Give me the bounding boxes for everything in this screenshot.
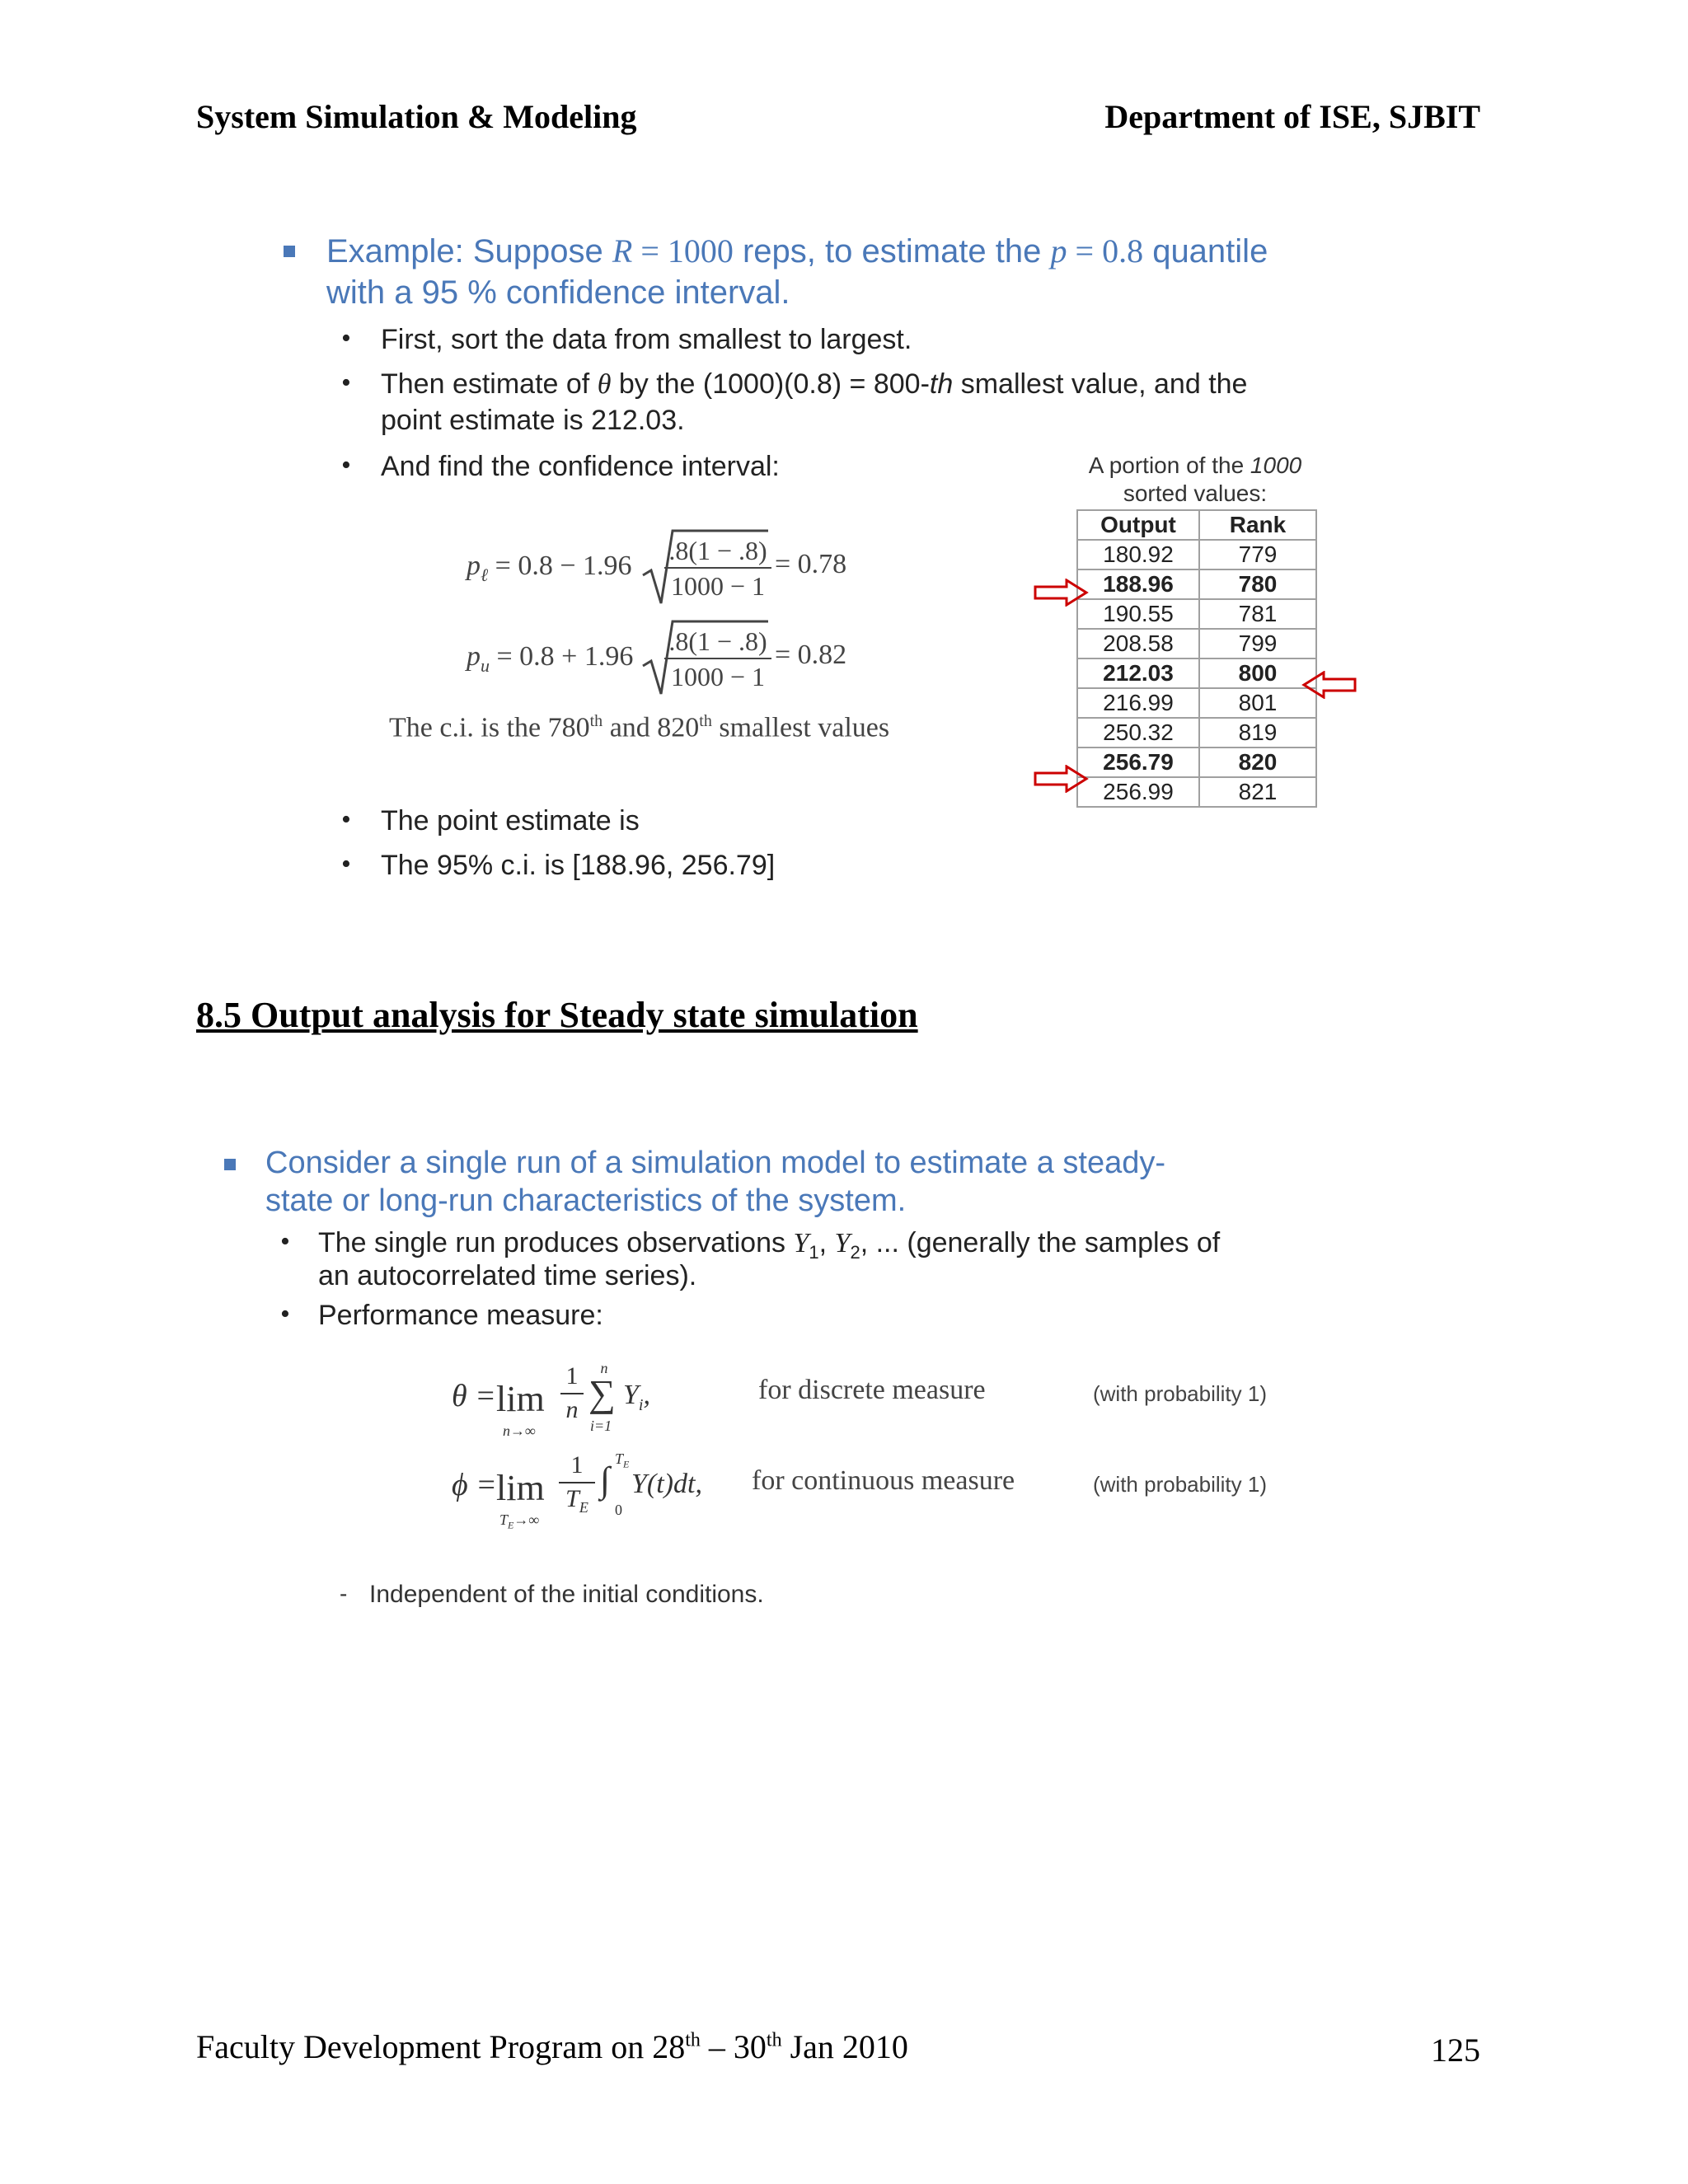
formula-p-lower-fraction: .8(1 − .8) 1000 − 1	[664, 534, 771, 603]
theta-probability: (with probability 1)	[1093, 1381, 1267, 1406]
steady-title-line2: state or long-run characteristics of the system.	[265, 1183, 907, 1218]
table-row: 180.92 779	[1077, 540, 1316, 569]
example-bullet-2: Then estimate of θ by the (1000)(0.8) = 800-th smallest value, and the	[381, 368, 1248, 400]
formula-p-upper-fraction: .8(1 − .8) 1000 − 1	[664, 625, 771, 694]
independent-note: Independent of the initial conditions.	[369, 1581, 764, 1608]
example-title-line2: with a 95 % confidence interval.	[326, 274, 790, 311]
table-header-row	[1077, 510, 1316, 540]
table-row: 208.58 799	[1077, 629, 1316, 658]
theta-description: for discrete measure	[758, 1375, 986, 1405]
section-title: 8.5 Output analysis for Steady state simulation	[196, 995, 918, 1035]
table-row: 256.79 820	[1077, 748, 1316, 777]
phi-description: for continuous measure	[752, 1465, 1015, 1496]
header-left: System Simulation & Modeling	[196, 98, 637, 135]
example-bullet-4: The point estimate is	[381, 805, 640, 837]
table-row: 216.99 801	[1077, 688, 1316, 718]
table-caption: A portion of the 1000 sorted values:	[1088, 452, 1302, 506]
formula-p-lower-result: = 0.78	[775, 549, 847, 579]
example-bullet-5: The 95% c.i. is [188.96, 256.79]	[381, 850, 776, 881]
sorted-values-table	[1076, 509, 1317, 808]
steady-bullet-2: Performance measure:	[318, 1300, 603, 1331]
square-bullet-icon	[284, 246, 295, 257]
bullet-dot-icon: •	[280, 1299, 290, 1329]
formula-p-lower: $p_\ell = 0.8 - 1.96$	[467, 551, 632, 585]
example-bullet-1: First, sort the data from smallest to largest.	[381, 324, 912, 355]
steady-bullet-1: The single run produces observations $Y_1$, $Y_2$, ... (generally the samples of	[318, 1227, 1221, 1263]
example-bullet-2-line2: point estimate is 212.03.	[381, 405, 685, 436]
formula-theta: θ = lim n→∞ 1 n n ∑ i=1 $Y_i$,	[452, 1360, 650, 1439]
formula-p-upper: $p_u = 0.8 + 1.96$	[467, 641, 634, 676]
right-arrow-icon	[1034, 765, 1090, 793]
formula-phi: ϕ = lim $T_E\to\infty$ 1 $T_E$ ∫ $T_E$ 0 Y(t)dt,	[452, 1451, 702, 1531]
steady-title: Consider a single run of a simulation model to estimate a steady-	[265, 1146, 1165, 1180]
ci-text: The c.i. is the 780th and 820th smallest values	[389, 712, 890, 743]
bullet-dot-icon: •	[341, 323, 351, 354]
bullet-dot-icon: •	[341, 804, 351, 835]
table-row: 256.99 821	[1077, 777, 1316, 807]
bullet-dot-icon: •	[341, 368, 351, 398]
footer-left: Faculty Development Program on 28th – 30th Jan 2010	[196, 2028, 908, 2065]
bullet-dot-icon: •	[341, 450, 351, 480]
example-title: Example: Suppose R = 1000 reps, to estimate the p = 0.8 quantile	[326, 232, 1268, 269]
table-header-rank: Rank	[1199, 510, 1316, 540]
table-header-output: Output	[1077, 510, 1199, 540]
table-row: 190.55 781	[1077, 599, 1316, 629]
steady-bullet-1-line2: an autocorrelated time series).	[318, 1260, 697, 1291]
table-row: 212.03 800	[1077, 658, 1316, 688]
example-bullet-3: And find the confidence interval:	[381, 451, 780, 482]
formula-p-upper-result: = 0.82	[775, 640, 847, 670]
phi-probability: (with probability 1)	[1093, 1472, 1267, 1497]
table-row: 250.32 819	[1077, 718, 1316, 748]
square-bullet-icon	[224, 1159, 236, 1170]
right-arrow-icon	[1034, 579, 1090, 607]
left-arrow-icon	[1301, 671, 1357, 699]
page-number: 125	[1431, 2032, 1480, 2069]
header-right: Department of ISE, SJBIT	[1104, 98, 1480, 135]
table-row: 188.96 780	[1077, 569, 1316, 599]
bullet-dot-icon: •	[280, 1226, 290, 1257]
dash-bullet-icon: -	[340, 1581, 348, 1606]
bullet-dot-icon: •	[341, 849, 351, 879]
